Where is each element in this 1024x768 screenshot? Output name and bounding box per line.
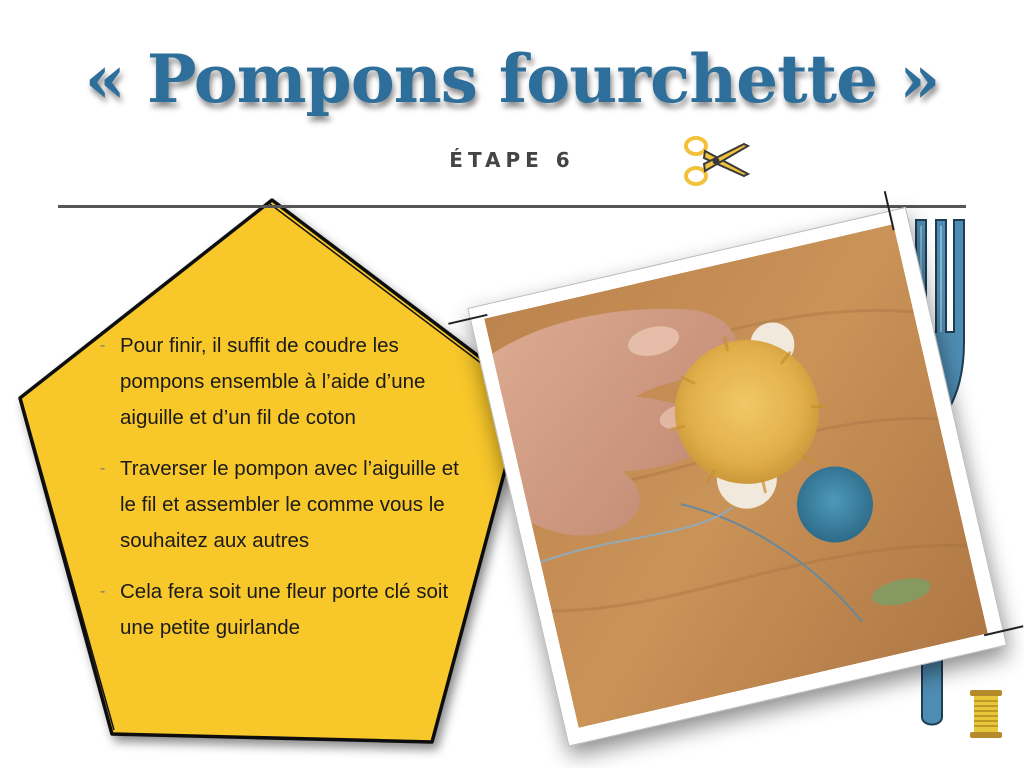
instruction-list xyxy=(100,328,460,661)
bullet-text: Traverser le pompon avec l’aiguille et le fil et assembler le comme vous le souhaitez aux autres xyxy=(120,457,459,552)
page-title: « Pompons fourchette » xyxy=(84,40,940,118)
scissors-icon xyxy=(680,132,754,192)
list-item xyxy=(100,574,460,646)
bullet-text: Cela fera soit une fleur porte clé soit une petite guirlande xyxy=(120,580,449,639)
step-subtitle: ÉTAPE 6 xyxy=(449,148,575,172)
bullet-text: Pour finir, il suffit de coudre les pompons ensemble à l’aide d’une aiguille et d’un fil de coton xyxy=(120,334,426,429)
list-item xyxy=(100,328,460,436)
bullet-marker: - xyxy=(100,337,106,354)
bullet-marker: - xyxy=(100,460,106,477)
list-item xyxy=(100,451,460,559)
horizontal-divider xyxy=(58,205,966,208)
thread-spool-icon xyxy=(968,688,1004,740)
bullet-marker: - xyxy=(100,583,106,600)
